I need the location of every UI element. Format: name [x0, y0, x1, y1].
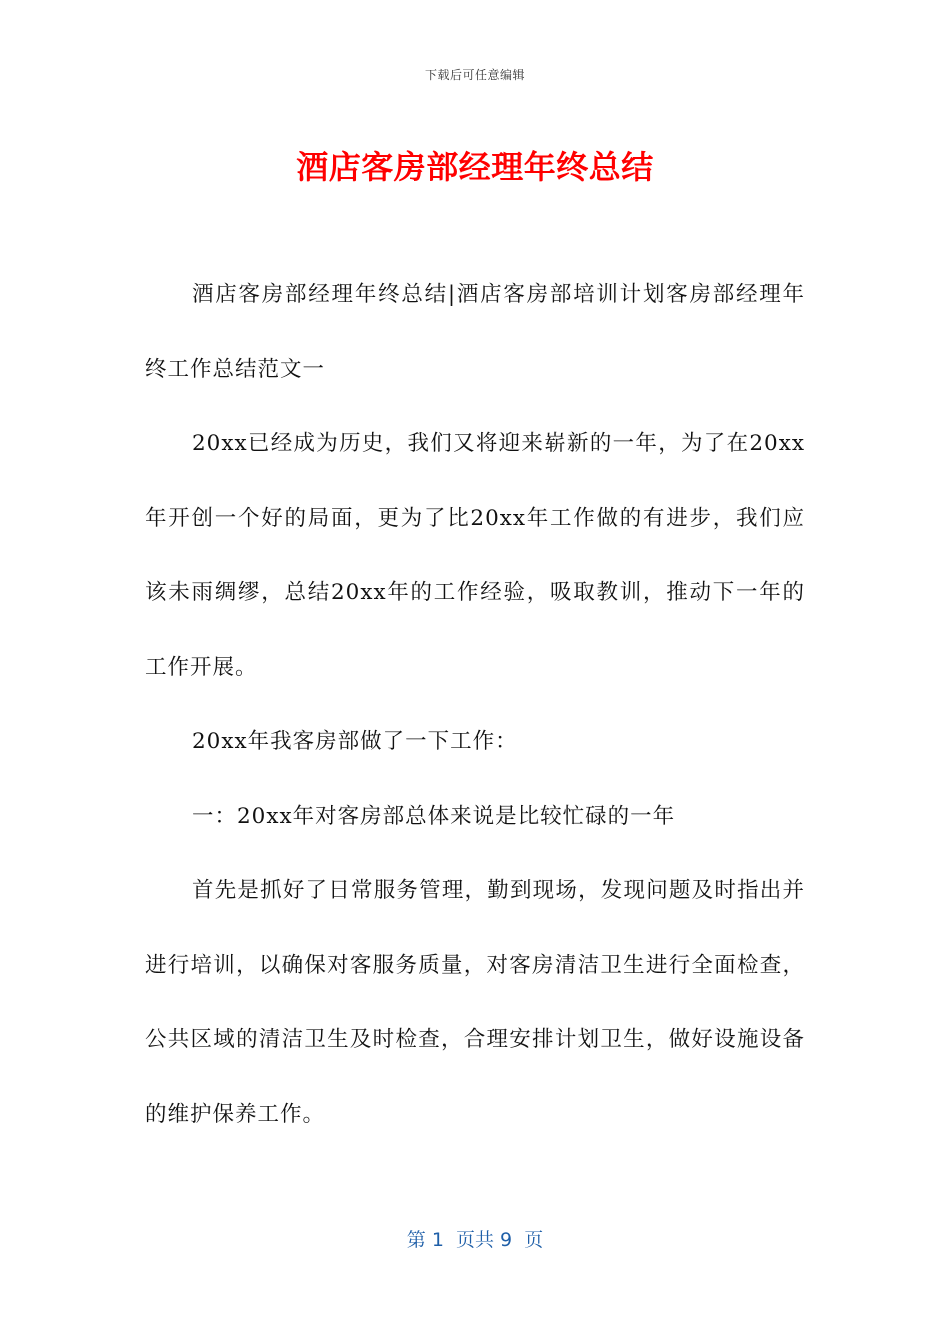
document-title: 酒店客房部经理年终总结	[296, 148, 654, 186]
paragraph-intro: 酒店客房部经理年终总结|酒店客房部培训计划客房部经理年终工作总结范文一	[145, 282, 805, 382]
paragraph-overview: 20xx已经成为历史，我们又将迎来崭新的一年，为了在20xx年开创一个好的局面，更为了比20xx年工作做的有进步，我们应该未雨绸缪，总结20xx年的工作经验，吸取教训，推动下一年的工作开展。	[145, 431, 805, 680]
paragraph-section-one: 一：20xx年对客房部总体来说是比较忙碌的一年	[192, 803, 676, 829]
document-body	[145, 258, 805, 1152]
paragraph-work-list: 20xx年我客房部做了一下工作：	[192, 729, 518, 754]
header-note: 下载后可任意编辑	[424, 68, 525, 82]
paragraph-daily-management: 首先是抓好了日常服务管理，勤到现场，发现问题及时指出并进行培训，以确保对客服务质量，对客房清洁卫生进行全面检查，公共区域的清洁卫生及时检查，合理安排计划卫生，做好设施设备的维护保养工作。	[145, 878, 805, 1127]
page-footer: 第 1 页共 9 页	[406, 1229, 544, 1251]
